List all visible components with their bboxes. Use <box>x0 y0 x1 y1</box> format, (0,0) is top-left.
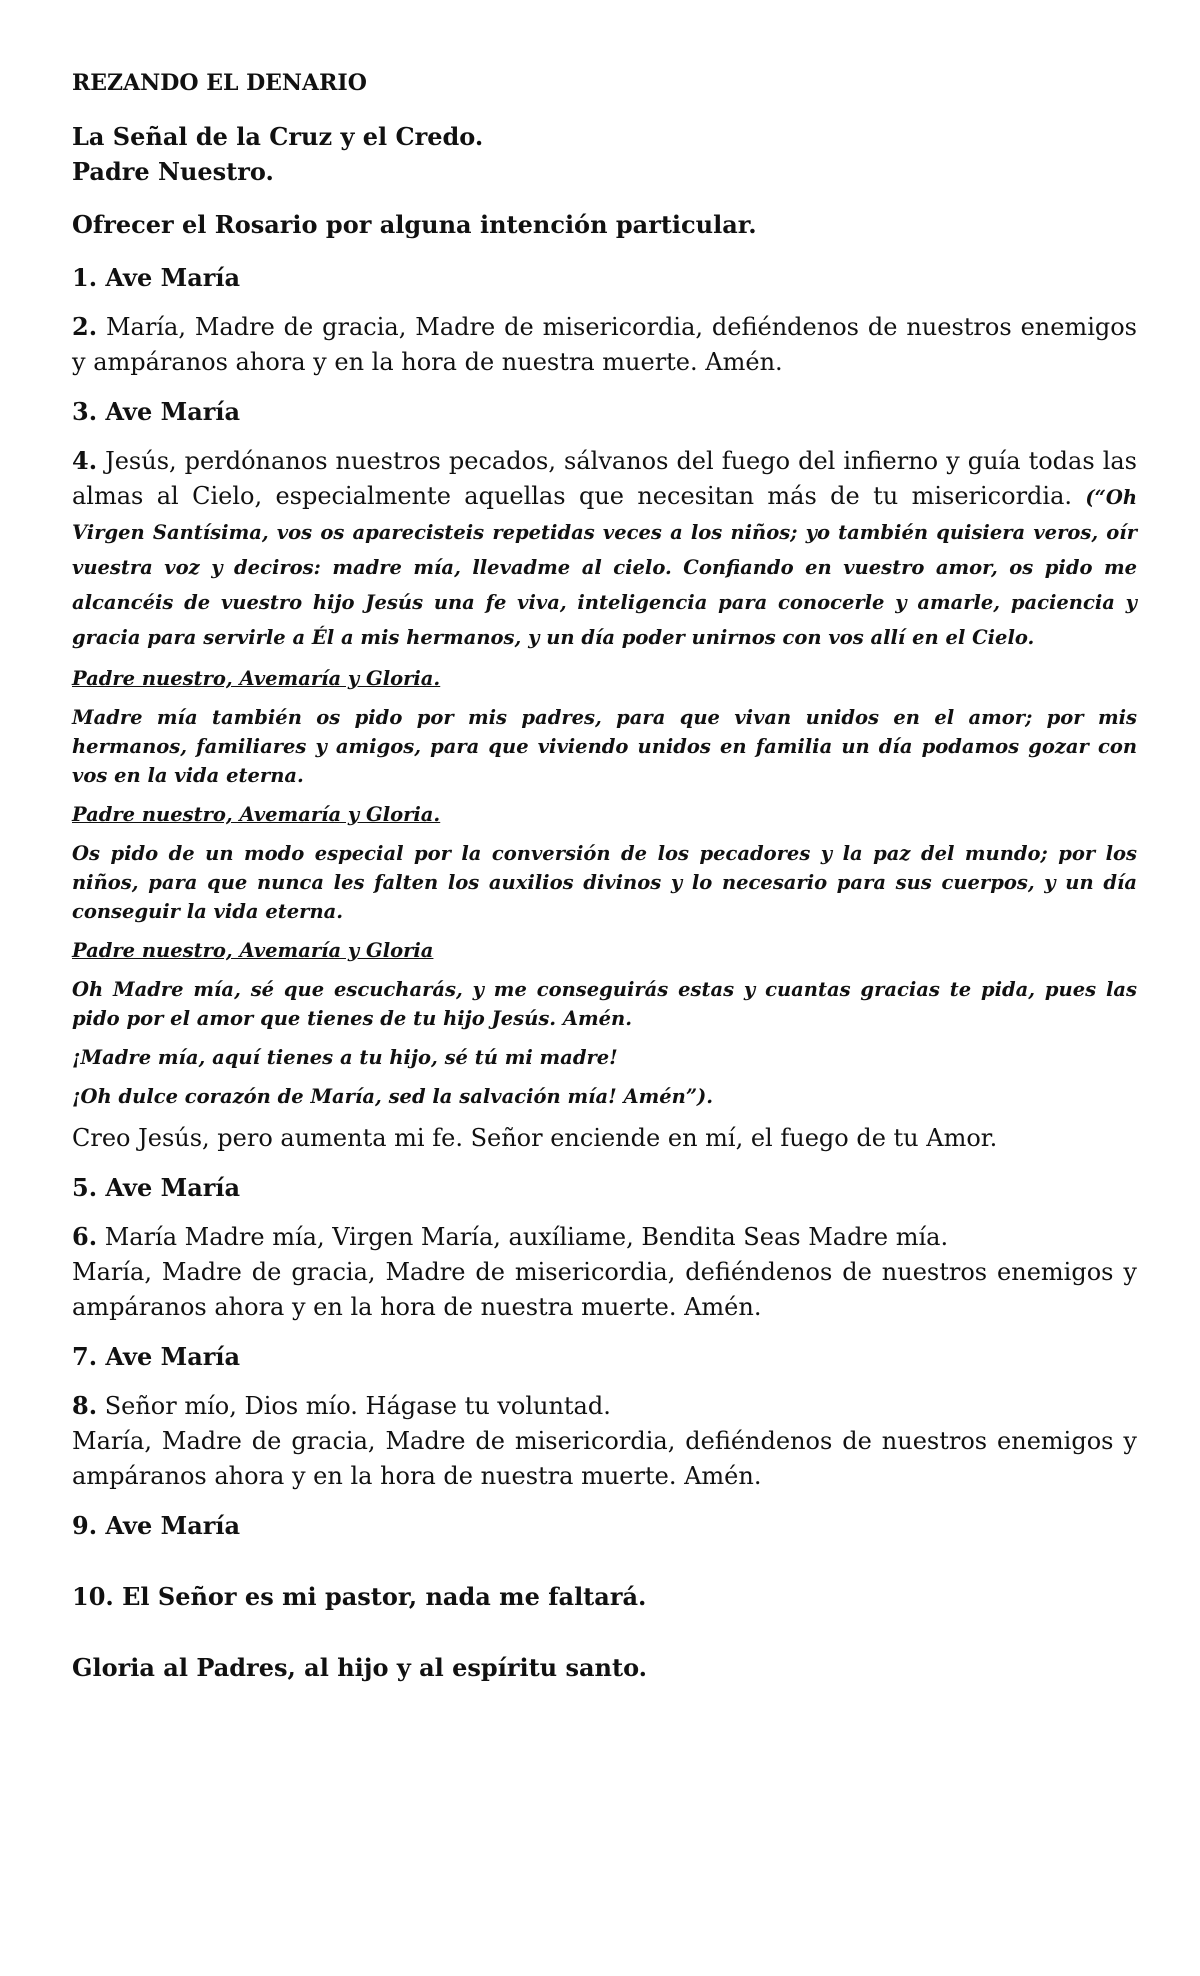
item-4-prayer: (“Oh Virgen Santísima, vos os aparecisteis repetidas veces a los niños; yo también quisiera veros, oír vuestra voz y deciros: madre mía, llevadme al cielo. Confiando en vuestro amor, os pido me alcancéis de vuestro hijo Jesús una fe viva, inteligencia para conocerle y amarle, paciencia y gracia para servirle a Él a mis hermanos, y un día poder unirnos con vos allí en el Cielo. <box>72 486 1137 649</box>
padre-nuestro-2: Padre nuestro, Avemaría y Gloria. <box>72 803 441 826</box>
document-page <box>72 66 1137 1685</box>
item-7: 7. Ave María <box>72 1342 241 1371</box>
gloria-line: Gloria al Padres, al hijo y al espíritu santo. <box>72 1653 648 1682</box>
paragraph-madre: Oh Madre mía, sé que escucharás, y me conseguirás estas y cuantas gracias te pida, pues las pido por el amor que tienes de tu hijo Jesús. Amén. <box>72 978 1137 1030</box>
item-1: 1. Ave María <box>72 263 241 292</box>
offer-line: Ofrecer el Rosario por alguna intención particular. <box>72 210 757 239</box>
intro-line-1: La Señal de la Cruz y el Credo. <box>72 122 484 151</box>
intro-line-2: Padre Nuestro. <box>72 157 274 186</box>
item-8 <box>72 1388 1137 1424</box>
page-title: REZANDO EL DENARIO <box>72 70 367 96</box>
item-2 <box>72 309 1137 380</box>
item-2-text: María, Madre de gracia, Madre de misericordia, defiéndenos de nuestros enemigos y ampáranos ahora y en la hora de nuestra muerte. Amén. <box>72 313 1137 376</box>
exclamation-1: ¡Madre mía, aquí tienes a tu hijo, sé tú mi madre! <box>72 1046 618 1069</box>
item-6-text: María Madre mía, Virgen María, auxíliame, Bendita Seas Madre mía. <box>97 1223 949 1251</box>
item-10: 10. El Señor es mi pastor, nada me faltará. <box>72 1582 647 1611</box>
item-2-number: 2. <box>72 312 98 341</box>
item-6 <box>72 1219 1137 1255</box>
creo-line: Creo Jesús, pero aumenta mi fe. Señor enciende en mí, el fuego de tu Amor. <box>72 1124 998 1152</box>
paragraph-pecadores: Os pido de un modo especial por la conversión de los pecadores y la paz del mundo; por los niños, para que nunca les falten los auxilios divinos y lo necesario para sus cuerpos, y un día conseguir la vida eterna. <box>72 842 1137 923</box>
item-4 <box>72 443 1137 654</box>
item-6-number: 6. <box>72 1222 98 1251</box>
item-8-number: 8. <box>72 1391 98 1420</box>
padre-nuestro-1: Padre nuestro, Avemaría y Gloria. <box>72 667 441 690</box>
item-9: 9. Ave María <box>72 1511 241 1540</box>
item-5: 5. Ave María <box>72 1173 241 1202</box>
item-4-text: Jesús, perdónanos nuestros pecados, sálvanos del fuego del infierno y guía todas las almas al Cielo, especialmente aquellas que necesitan más de tu misericordia. <box>72 447 1137 510</box>
item-4-number: 4. <box>72 446 98 475</box>
paragraph-padres: Madre mía también os pido por mis padres, para que vivan unidos en el amor; por mis hermanos, familiares y amigos, para que viviendo unidos en familia un día podamos gozar con vos en la vida eterna. <box>72 706 1137 787</box>
item-3: 3. Ave María <box>72 397 241 426</box>
exclamation-2: ¡Oh dulce corazón de María, sed la salvación mía! Amén”). <box>72 1085 714 1108</box>
padre-nuestro-3: Padre nuestro, Avemaría y Gloria <box>72 939 434 962</box>
item-6-continuation: María, Madre de gracia, Madre de misericordia, defiéndenos de nuestros enemigos y ampáranos ahora y en la hora de nuestra muerte. Amén. <box>72 1258 1137 1321</box>
item-8-text: Señor mío, Dios mío. Hágase tu voluntad. <box>97 1392 611 1420</box>
item-8-continuation: María, Madre de gracia, Madre de misericordia, defiéndenos de nuestros enemigos y ampáranos ahora y en la hora de nuestra muerte. Amén. <box>72 1427 1137 1490</box>
